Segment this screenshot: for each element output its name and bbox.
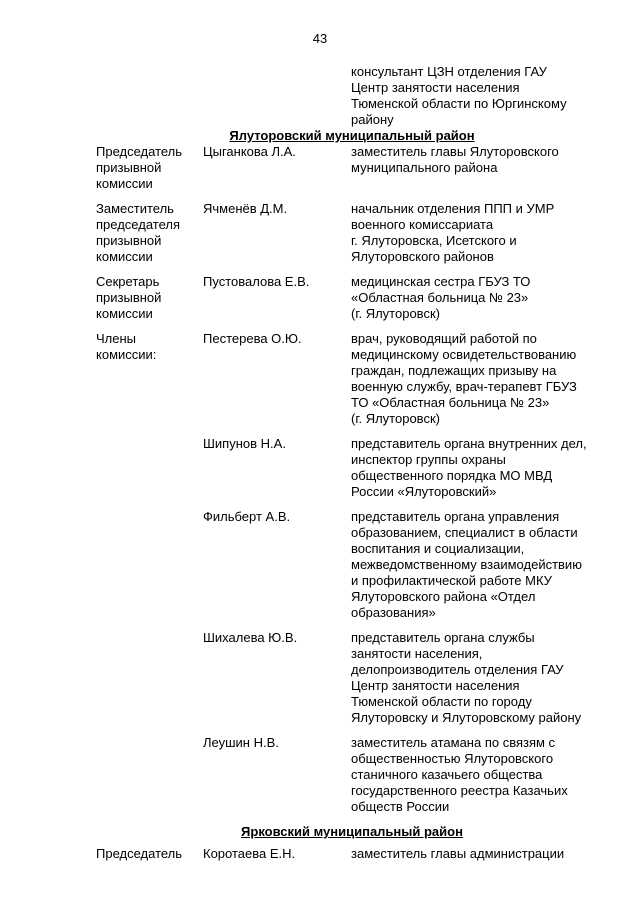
- text-line: государственного реестра Казачьих: [351, 783, 568, 798]
- text-line: военную службу, врач-терапевт ГБУЗ: [351, 379, 577, 394]
- text-line: (г. Ялуторовск): [351, 411, 440, 426]
- member-row: [96, 274, 608, 322]
- member-name: Цыганкова Л.А.: [203, 144, 296, 159]
- member-row: [96, 436, 608, 500]
- text-line: Центр занятости населения: [351, 80, 520, 95]
- member-row: [96, 509, 608, 621]
- member-name: Шипунов Н.А.: [203, 436, 286, 451]
- text-line: Ялуторовского районов: [351, 249, 494, 264]
- member-position: [351, 331, 608, 427]
- text-line: и профилактической работе МКУ: [351, 573, 552, 588]
- text-line: Тюменской области по Юргинскому: [351, 96, 567, 111]
- member-name: Фильберт А.В.: [203, 509, 291, 524]
- text-line: Заместитель: [96, 201, 174, 216]
- member-name: Пестерева О.Ю.: [203, 331, 302, 346]
- member-row: [96, 144, 608, 192]
- intro-row: [96, 64, 608, 128]
- page-number: 43: [312, 31, 328, 46]
- member-position: [351, 274, 608, 322]
- member-position: [351, 436, 608, 500]
- member-position: [351, 201, 608, 265]
- text-line: заместитель главы администрации: [351, 846, 565, 861]
- member-position: [351, 144, 608, 192]
- text-line: инспектор группы охраны: [351, 452, 506, 467]
- member-role: [96, 630, 203, 726]
- member-row: [96, 331, 608, 427]
- text-line: призывной: [96, 290, 162, 305]
- member-role: [96, 274, 203, 322]
- text-line: Председатель: [96, 144, 183, 159]
- text-line: образованием, специалист в области: [351, 525, 578, 540]
- text-line: общественного порядка МО МВД: [351, 468, 553, 483]
- member-role: [96, 201, 203, 265]
- text-line: председателя: [96, 217, 181, 232]
- text-line: муниципального района: [351, 160, 498, 175]
- text-line: району: [351, 112, 394, 127]
- member-row: [96, 630, 608, 726]
- text-line: комиссии: [96, 249, 153, 264]
- member-name: Леушин Н.В.: [203, 735, 279, 750]
- text-line: Члены: [96, 331, 137, 346]
- member-name: Шихалева Ю.В.: [203, 630, 298, 645]
- text-line: комиссии:: [96, 347, 157, 362]
- text-line: Центр занятости населения: [351, 678, 520, 693]
- text-line: ТО «Областная больница № 23»: [351, 395, 550, 410]
- text-line: Ялуторовского района «Отдел: [351, 589, 536, 604]
- member-row: [96, 735, 608, 815]
- member-role: [96, 331, 203, 427]
- member-name: Коротаева Е.Н.: [203, 846, 296, 861]
- member-position: [351, 509, 608, 621]
- text-line: образования»: [351, 605, 436, 620]
- member-role: [96, 436, 203, 500]
- text-line: медицинскому освидетельствованию: [351, 347, 577, 362]
- member-name: Пустовалова Е.В.: [203, 274, 310, 289]
- text-line: медицинская сестра ГБУЗ ТО: [351, 274, 531, 289]
- intro-text: [351, 64, 608, 128]
- text-line: комиссии: [96, 176, 153, 191]
- text-line: граждан, подлежащих призыву на: [351, 363, 557, 378]
- section-yarkovsky: [96, 846, 608, 862]
- text-line: начальник отделения ППП и УМР: [351, 201, 555, 216]
- text-line: представитель органа службы: [351, 630, 535, 645]
- text-line: Секретарь: [96, 274, 160, 289]
- section-yalutorovsky: [96, 144, 608, 815]
- text-line: станичного казачьего общества: [351, 767, 543, 782]
- section-heading-yalutorovsky: Ялуторовский муниципальный район: [229, 128, 475, 143]
- text-line: межведомственному взаимодействию: [351, 557, 582, 572]
- member-row: [96, 846, 608, 862]
- text-line: представитель органа управления: [351, 509, 560, 524]
- member-role: [96, 846, 203, 862]
- section-heading-yarkovsky: Ярковский муниципальный район: [241, 824, 463, 839]
- member-name: Ячменёв Д.М.: [203, 201, 288, 216]
- text-line: г. Ялуторовска, Исетского и: [351, 233, 517, 248]
- text-line: Ялуторовску и Ялуторовскому району: [351, 710, 582, 725]
- text-line: комиссии: [96, 306, 153, 321]
- text-line: общественностью Ялуторовского: [351, 751, 554, 766]
- member-role: [96, 509, 203, 621]
- text-line: врач, руководящий работой по: [351, 331, 537, 346]
- text-line: делопроизводитель отделения ГАУ: [351, 662, 564, 677]
- text-line: Тюменской области по городу: [351, 694, 532, 709]
- text-line: представитель органа внутренних дел,: [351, 436, 587, 451]
- member-position: [351, 846, 608, 862]
- text-line: консультант ЦЗН отделения ГАУ: [351, 64, 547, 79]
- text-line: призывной: [96, 233, 162, 248]
- member-position: [351, 735, 608, 815]
- text-line: военного комиссариата: [351, 217, 494, 232]
- text-line: «Областная больница № 23»: [351, 290, 529, 305]
- text-line: заместитель главы Ялуторовского: [351, 144, 559, 159]
- text-line: призывной: [96, 160, 162, 175]
- text-line: воспитания и социализации,: [351, 541, 525, 556]
- text-line: (г. Ялуторовск): [351, 306, 440, 321]
- document-body: [96, 64, 608, 862]
- text-line: заместитель атамана по связям с: [351, 735, 556, 750]
- member-role: [96, 144, 203, 192]
- member-role: [96, 735, 203, 815]
- text-line: занятости населения,: [351, 646, 483, 661]
- text-line: России «Ялуторовский»: [351, 484, 497, 499]
- text-line: обществ России: [351, 799, 450, 814]
- member-position: [351, 630, 608, 726]
- text-line: Председатель: [96, 846, 183, 861]
- member-row: [96, 201, 608, 265]
